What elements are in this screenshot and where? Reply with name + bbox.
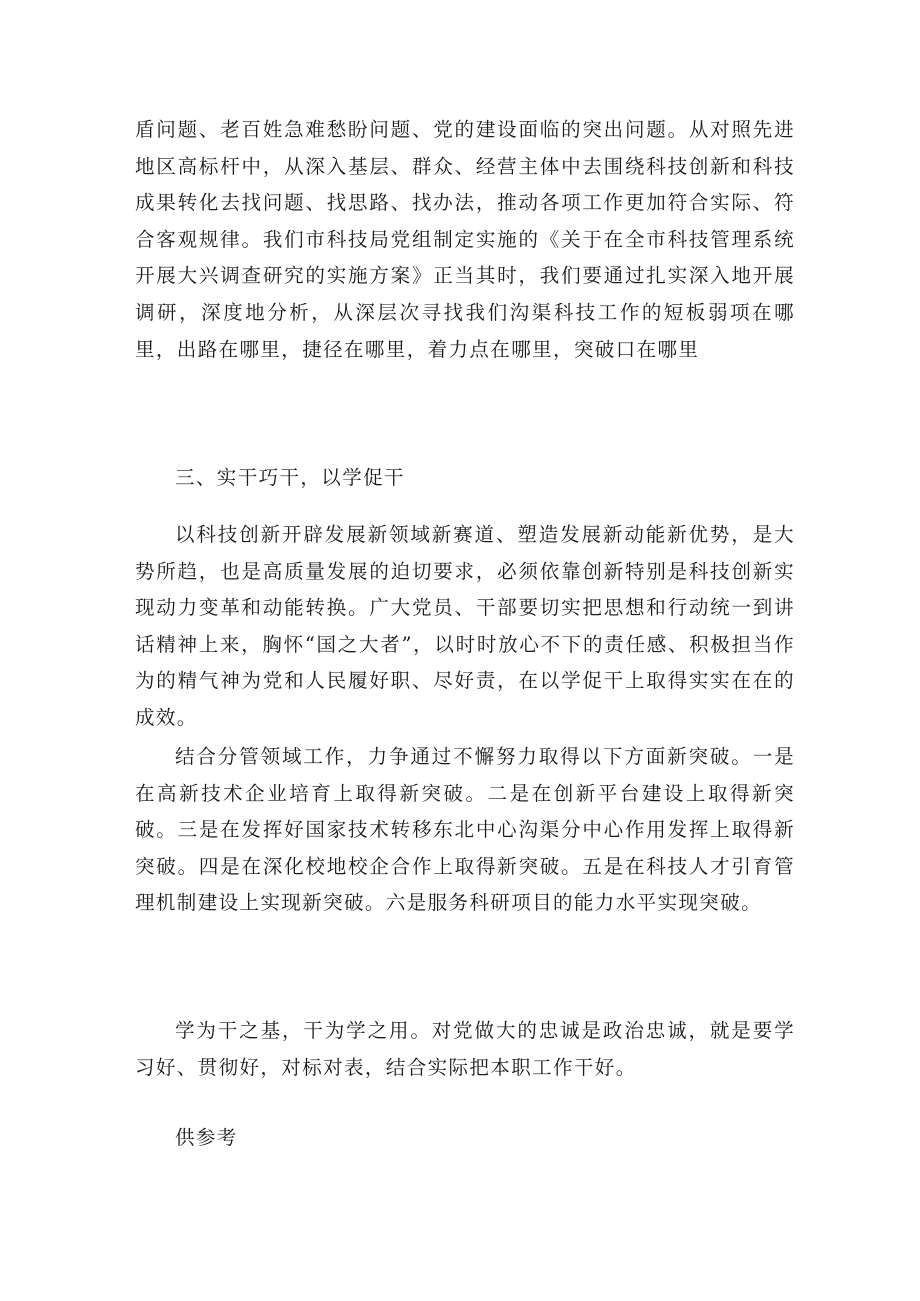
paragraph-learning: 学为干之基，干为学之用。对党做大的忠诚是政治忠诚，就是要学习好、贯彻好，对标对表，结合实际把本职工作干好。: [135, 1019, 795, 1079]
closing-note: 供参考: [175, 1126, 238, 1149]
paragraph-innovation: 以科技创新开辟发展新领域新赛道、塑造发展新动能新优势，是大势所趋，也是高质量发展的迫切要求，必须依靠创新特别是科技创新实现动力变革和动能转换。广大党员、干部要切实把思想和行动统一到讲话精神上来，胸怀“国之大者”，以时时放心不下的责任感、积极担当作为的精气神为党和人民履好职、尽好责，在以学促干上取得实实在在的成效。: [135, 523, 795, 729]
section-heading: 三、实干巧干，以学促干: [175, 466, 405, 489]
paragraph-breakthroughs: 结合分管领域工作，力争通过不懈努力取得以下方面新突破。一是在高新技术企业培育上取得新突破。二是在创新平台建设上取得新突破。三是在发挥好国家技术转移东北中心沟渠分中心作用发挥上取得新突破。四是在深化校地校企合作上取得新突破。五是在科技人才引育管理机制建设上实现新突破。六是服务科研项目的能力水平实现突破。: [135, 745, 795, 915]
continued-paragraph: 盾问题、老百姓急难愁盼问题、党的建设面临的突出问题。从对照先进地区高标杆中，从深入基层、群众、经营主体中去围绕科技创新和科技成果转化去找问题、找思路、找办法，推动各项工作更加符合实际、符合客观规律。我们市科技局党组制定实施的《关于在全市科技管理系统开展大兴调查研究的实施方案》正当其时，我们要通过扎实深入地开展调研，深度地分析，从深层次寻找我们沟渠科技工作的短板弱项在哪里，出路在哪里，捷径在哪里，着力点在哪里，突破口在哪里: [135, 118, 795, 361]
